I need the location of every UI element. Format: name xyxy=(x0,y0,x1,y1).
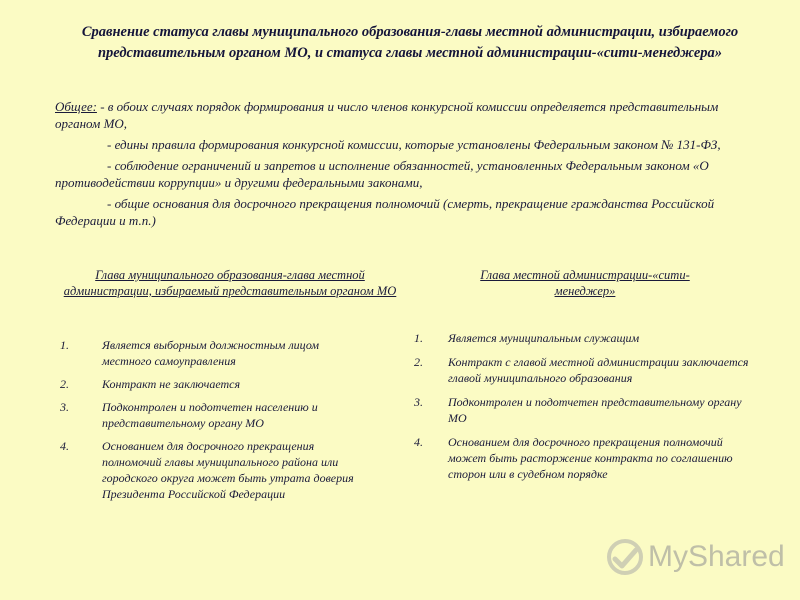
item-number: 1. xyxy=(60,338,69,352)
general-paragraph-1 xyxy=(55,98,745,132)
general-paragraph-2: - едины правила формирования конкурсной комиссии, которые установлены Федеральным законом № 131-ФЗ, xyxy=(107,137,721,152)
item-number: 2. xyxy=(414,355,423,369)
general-paragraph-3: - соблюдение ограничений и запретов и исполнение обязанностей, установленных Федеральным законом «О противодействии коррупции» и другими федеральными законами, xyxy=(55,158,709,190)
item-number: 3. xyxy=(414,395,423,409)
item-number: 3. xyxy=(60,400,69,414)
general-text-1: - в обоих случаях порядок формирования и число членов конкурсной комиссии определяется представительным органом МО, xyxy=(55,99,719,131)
myshared-logo-icon xyxy=(606,538,644,576)
slide-title: Сравнение статуса главы муниципального образования-главы местной администрации, избираемого представительным органом МО, и статуса главы местной администрации-«сити-менеджера» xyxy=(81,24,739,61)
item-text: Подконтролен и подотчетен населению и представительному органу МО xyxy=(102,400,318,430)
item-text: Контракт не заключается xyxy=(102,377,241,391)
item-text: Является выборным должностным лицом местного самоуправления xyxy=(102,338,320,368)
general-lead: Общее: xyxy=(55,99,97,114)
item-number: 4. xyxy=(60,439,69,453)
item-text: Основанием для досрочного прекращения полномочий главы муниципального района или городского округа может быть утрата доверия Президента Российской Федерации xyxy=(102,439,354,501)
item-text: Является муниципальным служащим xyxy=(448,331,640,345)
list-item xyxy=(60,337,365,369)
list-item xyxy=(60,438,365,502)
item-number: 2. xyxy=(60,377,69,391)
list-item xyxy=(60,376,365,392)
list-item xyxy=(414,330,759,346)
item-text: Подконтролен и подотчетен представительному органу МО xyxy=(448,395,742,425)
right-column-list xyxy=(414,330,759,490)
left-column-heading: Глава муниципального образования-глава местной администрации, избираемый представительным органом МО xyxy=(63,268,397,298)
list-item xyxy=(414,394,759,426)
general-paragraph-4: - общие основания для досрочного прекращения полномочий (смерть, прекращение гражданства Российской Федерации и т.п.) xyxy=(55,196,715,228)
item-number: 4. xyxy=(414,435,423,449)
item-text: Основанием для досрочного прекращения полномочий может быть расторжение контракта по соглашению сторон или в судебном порядке xyxy=(448,435,733,481)
myshared-logo-text: MyShared xyxy=(648,540,785,573)
item-text: Контракт с главой местной администрации заключается главой муниципального образования xyxy=(448,355,749,385)
general-section xyxy=(55,98,745,233)
list-item xyxy=(414,354,759,386)
right-column-heading: Глава местной администрации-«сити-менеджер» xyxy=(480,268,690,298)
left-column-list xyxy=(60,337,365,509)
list-item xyxy=(60,399,365,431)
list-item xyxy=(414,434,759,482)
item-number: 1. xyxy=(414,331,423,345)
myshared-logo[interactable] xyxy=(606,538,785,576)
